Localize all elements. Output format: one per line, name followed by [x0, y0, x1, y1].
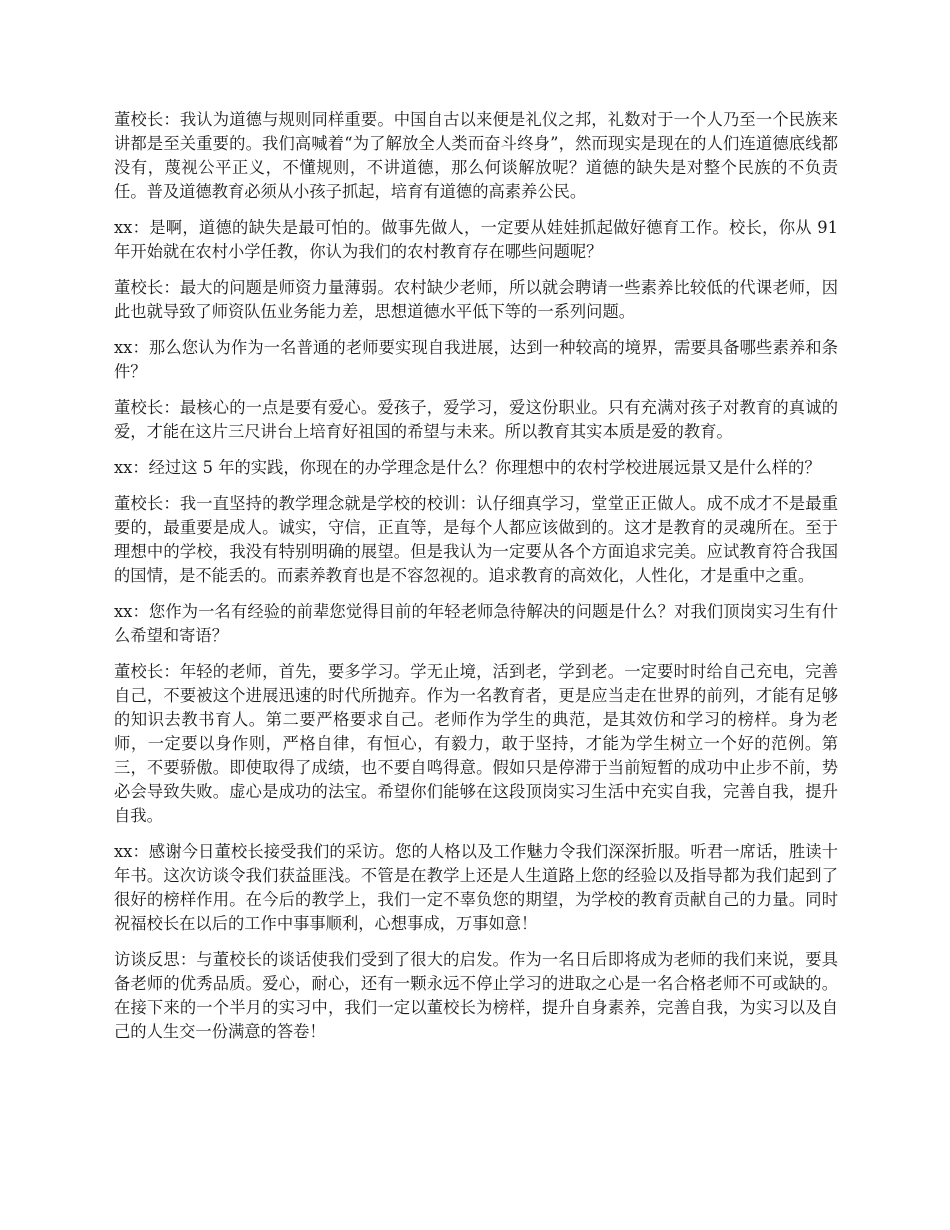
- document-body: [114, 108, 838, 1056]
- paragraph-dong-advice: 董校长：年轻的老师，首先，要多学习。学无止境，活到老，学到老。一定要时时给自己充电，完善自己，不要被这个进展迅速的时代所抛弃。作为一名教育者，更是应当走在世界的前列，才能有足够的知识去教书育人。第二要严格要求自己。老师作为学生的典范，是其效仿和学习的榜样。身为老师，一定要以身作则，严格自律，有恒心，有毅力，敢于坚持，才能为学生树立一个好的范例。第三，不要骄傲。即使取得了成绩，也不要自鸣得意。假如只是停滞于当前短暂的成功中止步不前，势必会导致失败。虚心是成功的法宝。希望你们能够在这段顶岗实习生活中充实自我，完善自我，提升自我。: [114, 662, 838, 825]
- paragraph-dong-teacher-shortage: 董校长：最大的问题是师资力量薄弱。农村缺少老师，所以就会聘请一些素养比较低的代课老师，因此也就导致了师资队伍业务能力差，思想道德水平低下等的一系列问题。: [114, 278, 838, 321]
- paragraph-xx-qualities-question: xx：那么您认为作为一名普通的老师要实现自我进展，达到一种较高的境界，需要具备哪些素养和条件？: [114, 338, 838, 381]
- paragraph-dong-school-motto: 董校长：我一直坚持的教学理念就是学校的校训：认仔细真学习，堂堂正正做人。成不成才不是最重要的，最重要是成人。诚实，守信，正直等，是每个人都应该做到的。这才是教育的灵魂所在。至于理想中的学校，我没有特别明确的展望。但是我认为一定要从各个方面追求完美。应试教育符合我国的国情，是不能丢的。而素养教育也是不容忽视的。追求教育的高效化，人性化，才是重中之重。: [114, 494, 838, 585]
- paragraph-xx-rural-question: xx：是啊，道德的缺失是最可怕的。做事先做人，一定要从娃娃抓起做好德育工作。校长，你从 91 年开始就在农村小学任教，你认为我们的农村教育存在哪些问题呢？: [114, 218, 838, 261]
- paragraph-xx-thanks: xx：感谢今日董校长接受我们的采访。您的人格以及工作魅力令我们深深折服。听君一席话，胜读十年书。这次访谈令我们获益匪浅。不管是在教学上还是人生道路上您的经验以及指导都为我们起到了很好的榜样作用。在今后的教学上，我们一定不辜负您的期望，为学校的教育贡献自己的力量。同时祝福校长在以后的工作中事事顺利，心想事成，万事如意！: [114, 842, 838, 933]
- paragraph-xx-advice-question: xx：您作为一名有经验的前辈您觉得目前的年轻老师急待解决的问题是什么？对我们顶岗实习生有什么希望和寄语？: [114, 602, 838, 645]
- paragraph-dong-love: 董校长：最核心的一点是要有爱心。爱孩子，爱学习，爱这份职业。只有充满对孩子对教育的真诚的爱，才能在这片三尺讲台上培育好祖国的希望与未来。所以教育其实本质是爱的教育。: [114, 398, 838, 441]
- paragraph-reflection: 访谈反思：与董校长的谈话使我们受到了很大的启发。作为一名日后即将成为老师的我们来说，要具备老师的优秀品质。爱心，耐心，还有一颗永远不停止学习的进取之心是一名合格老师不可或缺的。在接下来的一个半月的实习中，我们一定以董校长为榜样，提升自身素养，完善自我，为实习以及自己的人生交一份满意的答卷！: [114, 950, 838, 1041]
- paragraph-dong-on-morality: 董校长：我认为道德与规则同样重要。中国自古以来便是礼仪之邦，礼数对于一个人乃至一个民族来讲都是至关重要的。我们高喊着“为了解放全人类而奋斗终身”，然而现实是现在的人们连道德底线都没有，蔑视公平正义，不懂规则，不讲道德，那么何谈解放呢？道德的缺失是对整个民族的不负责任。普及道德教育必须从小孩子抓起，培育有道德的高素养公民。: [114, 110, 838, 201]
- paragraph-xx-philosophy-question: xx：经过这 5 年的实践，你现在的办学理念是什么？你理想中的农村学校进展远景又是什么样的？: [114, 458, 821, 477]
